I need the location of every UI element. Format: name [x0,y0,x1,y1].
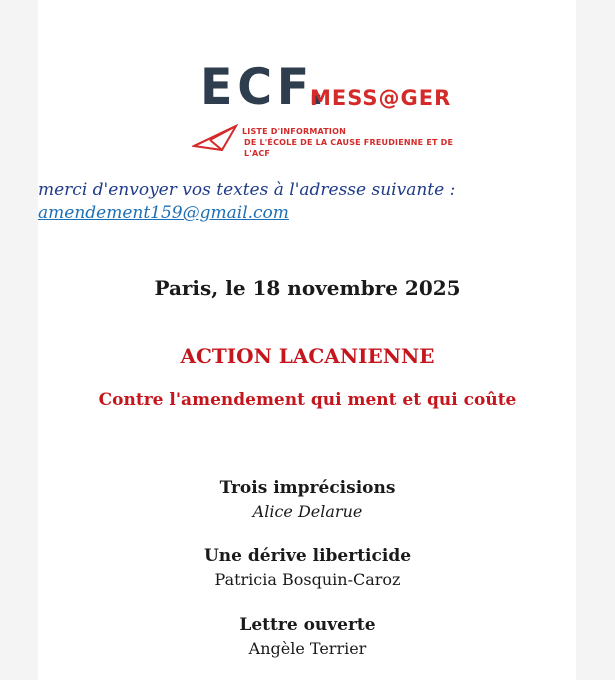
logo-brand: ECF. [200,58,330,116]
article-3-author: Angèle Terrier [248,639,367,658]
intro-text: merci d'envoyer vos textes à l'adresse suivante : [38,180,456,200]
logo-subtitle [242,126,472,159]
email-link[interactable]: amendement159@gmail.com [38,203,289,223]
article-1-author: Alice Delarue [252,502,363,521]
paper-plane-icon [192,124,238,152]
logo-product: MESS@GER [310,86,452,110]
article-3-title[interactable]: Lettre ouverte [239,615,376,635]
article-2-author: Patricia Bosquin-Caroz [214,570,401,589]
logo-subtitle-line1: LISTE D'INFORMATION [242,127,346,136]
article-2-title[interactable]: Une dérive liberticide [203,546,412,566]
date-line: Paris, le 18 novembre 2025 [154,276,461,300]
article-1-title[interactable]: Trois imprécisions [219,478,396,498]
logo-subtitle-line2: DE L'ÉCOLE DE LA CAUSE FREUDIENNE ET DE L'ACF [244,138,454,158]
page-title: ACTION LACANIENNE [180,344,435,368]
page-subtitle: Contre l'amendement qui ment et qui coûte [98,390,517,410]
ecf-messager-logo [200,58,454,158]
